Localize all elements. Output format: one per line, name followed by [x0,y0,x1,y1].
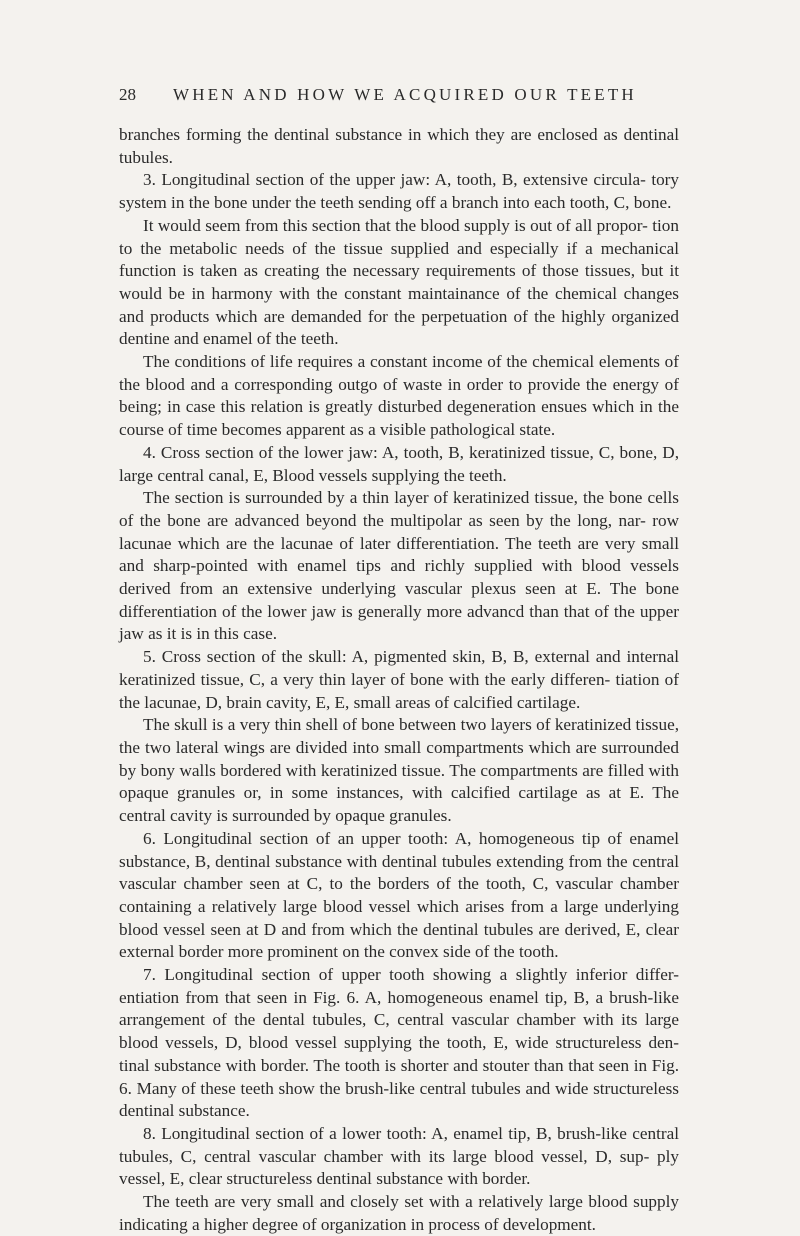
paragraph: The conditions of life requires a constant income of the chemical elements of the blood and a corresponding outgo of waste in order to provide the energy of being; in case this relation is greatly disturbed degeneration ensues which in the course of time becomes apparent as a visible pathological state. [119,352,679,440]
page-number: 28 [119,85,136,104]
paragraph: The section is surrounded by a thin layer of keratinized tissue, the bone cells of the bone are advanced beyond the multipolar as seen by the long, nar- row lacunae which are the lacunae of later differentiation. The teeth are very small and sharp-pointed with enamel tips and richly supplied with blood vessels derived from an extensive underlying vascular plexus seen at E. The bone differentiation of the lower jaw is generally more advancd than that of the upper jaw as it is in this case. [119,488,679,644]
paragraph: The skull is a very thin shell of bone between two layers of keratinized tissue, the two lateral wings are divided into small compartments which are surrounded by bony walls bordered with keratinized tissue. The compartments are filled with opaque granules or, in some instances, with calcified cartilage as at E. The central cavity is surrounded by opaque granules. [119,715,679,826]
page-header [119,85,679,109]
running-title: WHEN AND HOW WE ACQUIRED OUR TEETH [173,85,637,104]
figure-caption-4: 4. Cross section of the lower jaw: A, tooth, B, keratinized tissue, C, bone, D, large central canal, E, Blood vessels supplying the teeth. [119,442,679,485]
figure-caption-7: 7. Longitudinal section of upper tooth showing a slightly inferior differ- entiation from that seen in Fig. 6. A, homogeneous enamel tip, B, a brush-like arrangement of the dental tubules, C, central vascular chamber with its large blood vessels, D, blood vessel supplying the tooth, E, wide structureless den- tinal substance with border. The tooth is shorter and stouter than that seen in Fig. 6. Many of these teeth show the brush-like central tubules and wide structureless dentinal substance. [119,965,679,1121]
paragraph: The teeth are very small and closely set with a relatively large blood supply indicating a higher degree of organization in process of development. [119,1192,679,1234]
figure-caption-5: 5. Cross section of the skull: A, pigmented skin, B, B, external and internal keratinized tissue, C, a very thin layer of bone with the early differen- tiation of the lacunae, D, brain cavity, E, E, small areas of calcified cartilage. [119,647,679,712]
figure-caption-3: 3. Longitudinal section of the upper jaw: A, tooth, B, extensive circula- tory system in the bone under the teeth sending off a branch into each tooth, C, bone. [119,170,679,213]
body-text [119,124,679,1236]
paragraph: It would seem from this section that the blood supply is out of all propor- tion to the metabolic needs of the tissue supplied and especially if a mechanical function is taken as creating the necessary requirements of those tissues, but it would be in harmony with the constant maintainance of the chemical changes and products which are demanded for the perpetuation of the highly organized dentine and enamel of the teeth. [119,215,679,349]
paragraph-continuation: branches forming the dentinal substance in which they are enclosed as dentinal tubules. [119,125,679,167]
figure-caption-6: 6. Longitudinal section of an upper tooth: A, homogeneous tip of enamel substance, B, dentinal substance with dentinal tubules extending from the central vascular chamber seen at C, to the borders of the tooth, C, vascular chamber containing a relatively large blood vessel which arises from a large underlying blood vessel seen at D and from which the dentinal tubules are derived, E, clear external border more prominent on the convex side of the tooth. [119,828,679,962]
figure-caption-8: 8. Longitudinal section of a lower tooth: A, enamel tip, B, brush-like central tubules, C, central vascular chamber with its large blood vessel, D, sup- ply vessel, E, clear structureless dentinal substance with border. [119,1123,679,1189]
